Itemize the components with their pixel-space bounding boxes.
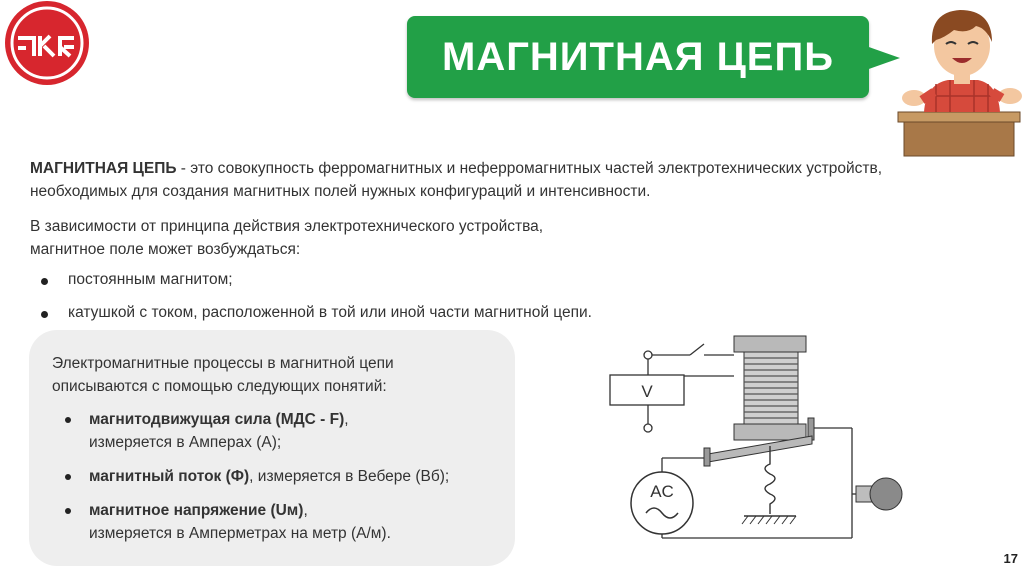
concepts-intro-line1: Электромагнитные процессы в магнитной цепи [52,355,394,372]
definition-text-line2: необходимых для создания магнитных полей нужных конфигураций и интенсивности. [30,183,651,200]
concept-item-flux [52,465,449,488]
cartoon-boy-icon [892,0,1024,158]
title-banner [407,16,869,98]
concept-item-voltage [52,499,449,545]
bullet-icon [65,508,71,514]
ac-source-label: AC [650,482,674,501]
bullet-icon [41,311,48,318]
concepts-intro-line2: описываются с помощью следующих понятий: [52,378,387,395]
page-title: МАГНИТНАЯ ЦЕПЬ [442,34,834,79]
concept-rest: , [344,411,349,428]
excitation-intro [30,215,830,261]
list-item-text: катушкой с током, расположенной в той или иной части магнитной цепи. [68,304,592,321]
concepts-intro [52,352,502,398]
concepts-box [29,330,515,566]
list-item-text: постоянным магнитом; [68,271,233,288]
definition-term: МАГНИТНАЯ ЦЕПЬ [30,160,177,177]
magnetic-circuit-diagram [600,328,910,566]
list-item [30,269,592,302]
concept-unit: измеряется в Амперметрах на метр (А/м). [89,525,391,542]
concept-item-mmf [52,408,449,454]
concept-term: магнитодвижущая сила (МДС - F) [89,411,345,428]
bullet-icon [65,417,71,423]
concept-rest: , [303,502,308,519]
concepts-list [52,408,449,556]
voltmeter-label: V [641,382,653,401]
concept-unit: измеряется в Амперах (А); [89,434,282,451]
concept-term: магнитное напряжение (Uм) [89,502,304,519]
bullet-icon [65,474,71,480]
definition-text-line1: - это совокупность ферромагнитных и неферромагнитных частей электротехнических устройств, [176,160,883,177]
concept-term: магнитный поток (Ф) [89,468,250,485]
excitation-list [30,269,592,335]
definition-paragraph [30,157,980,203]
logo [4,0,90,86]
concept-rest: , измеряется в Вебере (Вб); [249,468,450,485]
intro-line2: магнитное поле может возбуждаться: [30,241,301,258]
bullet-icon [41,278,48,285]
logo-emblem-icon [4,0,90,86]
page-number: 17 [1003,551,1018,566]
teacher-character-illustration [892,0,1024,158]
intro-line1: В зависимости от принципа действия электротехнического устройства, [30,218,544,235]
